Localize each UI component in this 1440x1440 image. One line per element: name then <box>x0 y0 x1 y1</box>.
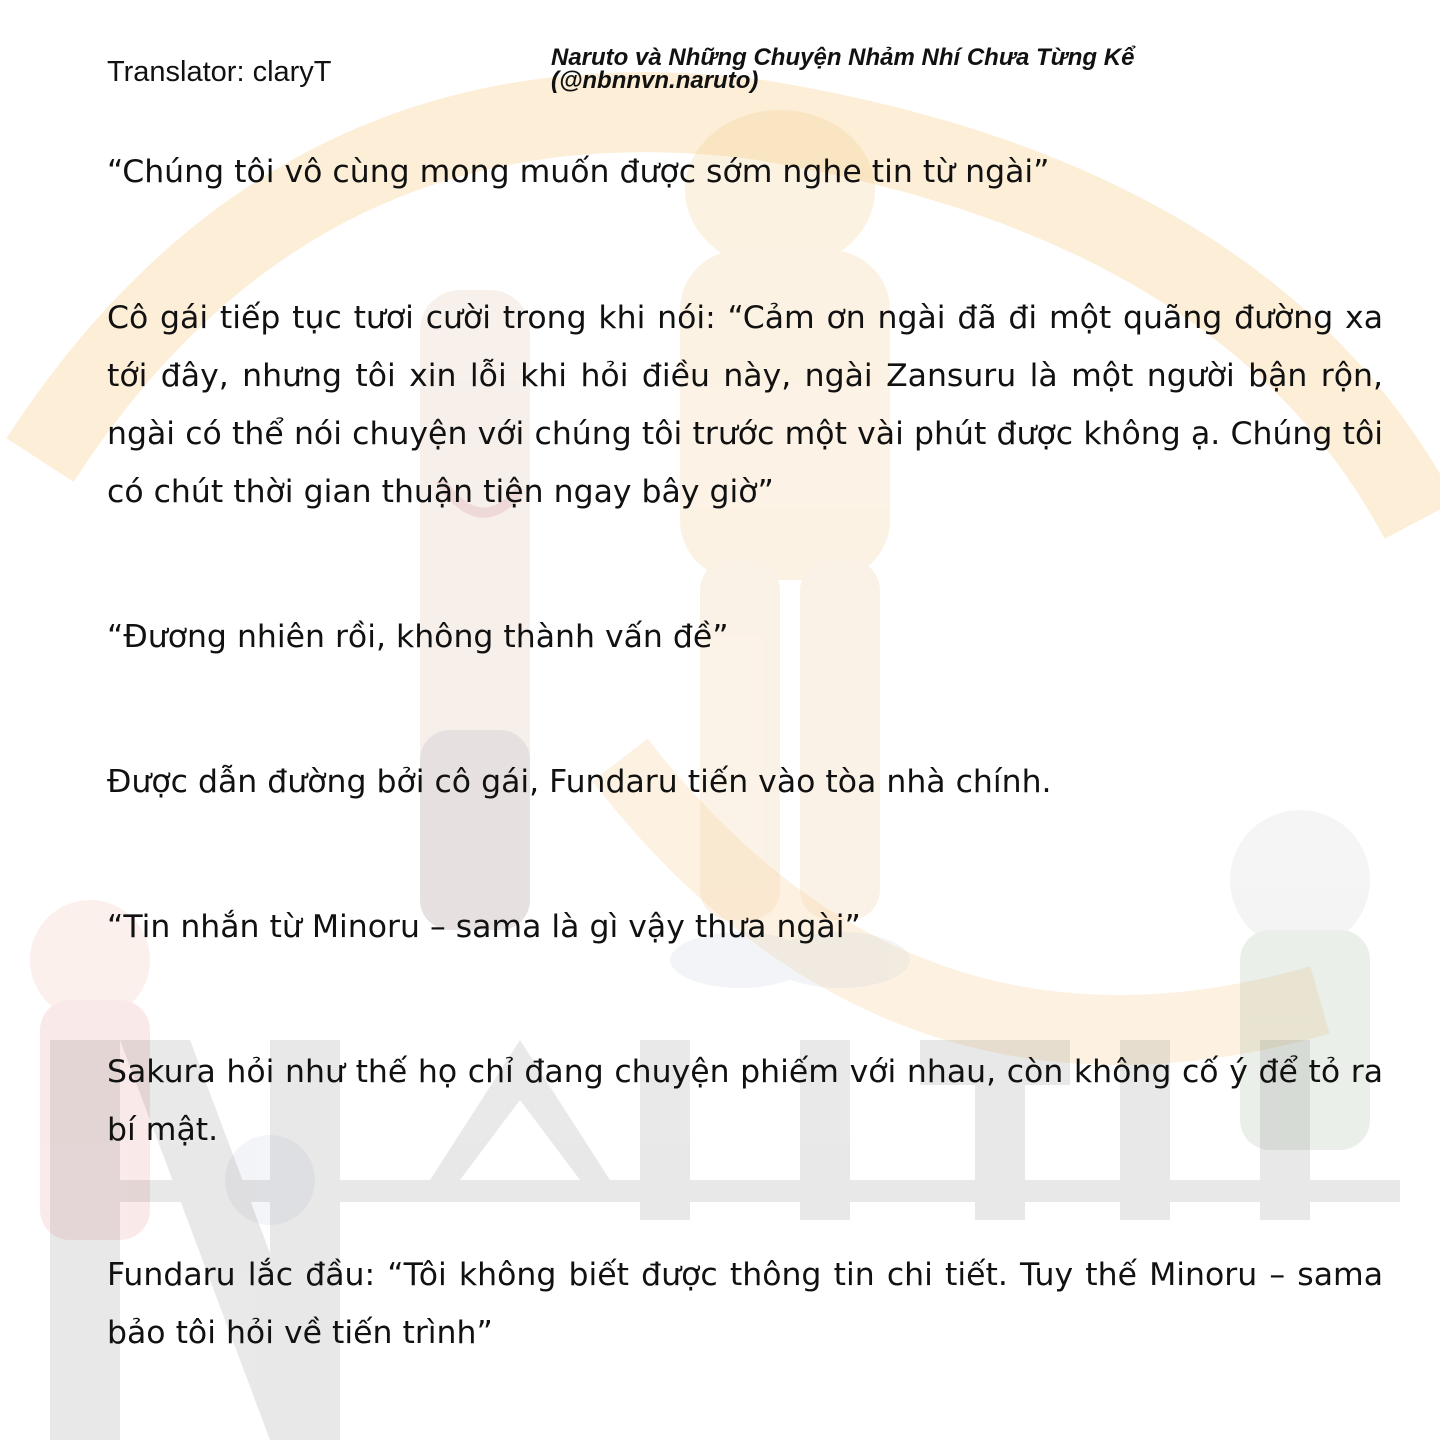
paragraph-6: Sakura hỏi như thế họ chỉ đang chuyện phiếm với nhau, còn không cố ý để tỏ ra bí mật. <box>107 1054 1383 1148</box>
series-title-block <box>551 46 1251 92</box>
paragraph-3: “Đương nhiên rồi, không thành vấn đề” <box>107 619 729 655</box>
paragraph-2: Cô gái tiếp tục tươi cười trong khi nói: “Cảm ơn ngài đã đi một quãng đường xa tới đây, nhưng tôi xin lỗi khi hỏi điều này, ngài Zansuru là một người bận rộn, ngài có thể nói chuyện với chúng tôi trước một vài phút được không ạ. Chúng tôi có chút thời gian thuận tiện ngay bây giờ” <box>107 300 1383 510</box>
paragraph-5: “Tin nhắn từ Minoru – sama là gì vậy thưa ngài” <box>107 909 861 945</box>
series-handle: (@nbnnvn.naruto) <box>551 67 759 94</box>
paragraph-7: Fundaru lắc đầu: “Tôi không biết được thông tin chi tiết. Tuy thế Minoru – sama bảo tôi hỏi về tiến trình” <box>107 1257 1383 1351</box>
translator-credit: Translator: claryT <box>107 56 332 88</box>
paragraph-1: “Chúng tôi vô cùng mong muốn được sớm nghe tin từ ngài” <box>107 154 1050 190</box>
series-title: Naruto và Những Chuyện Nhảm Nhí Chưa Từng Kể <box>551 44 1135 71</box>
paragraph-4: Được dẫn đường bởi cô gái, Fundaru tiến vào tòa nhà chính. <box>107 764 1052 800</box>
